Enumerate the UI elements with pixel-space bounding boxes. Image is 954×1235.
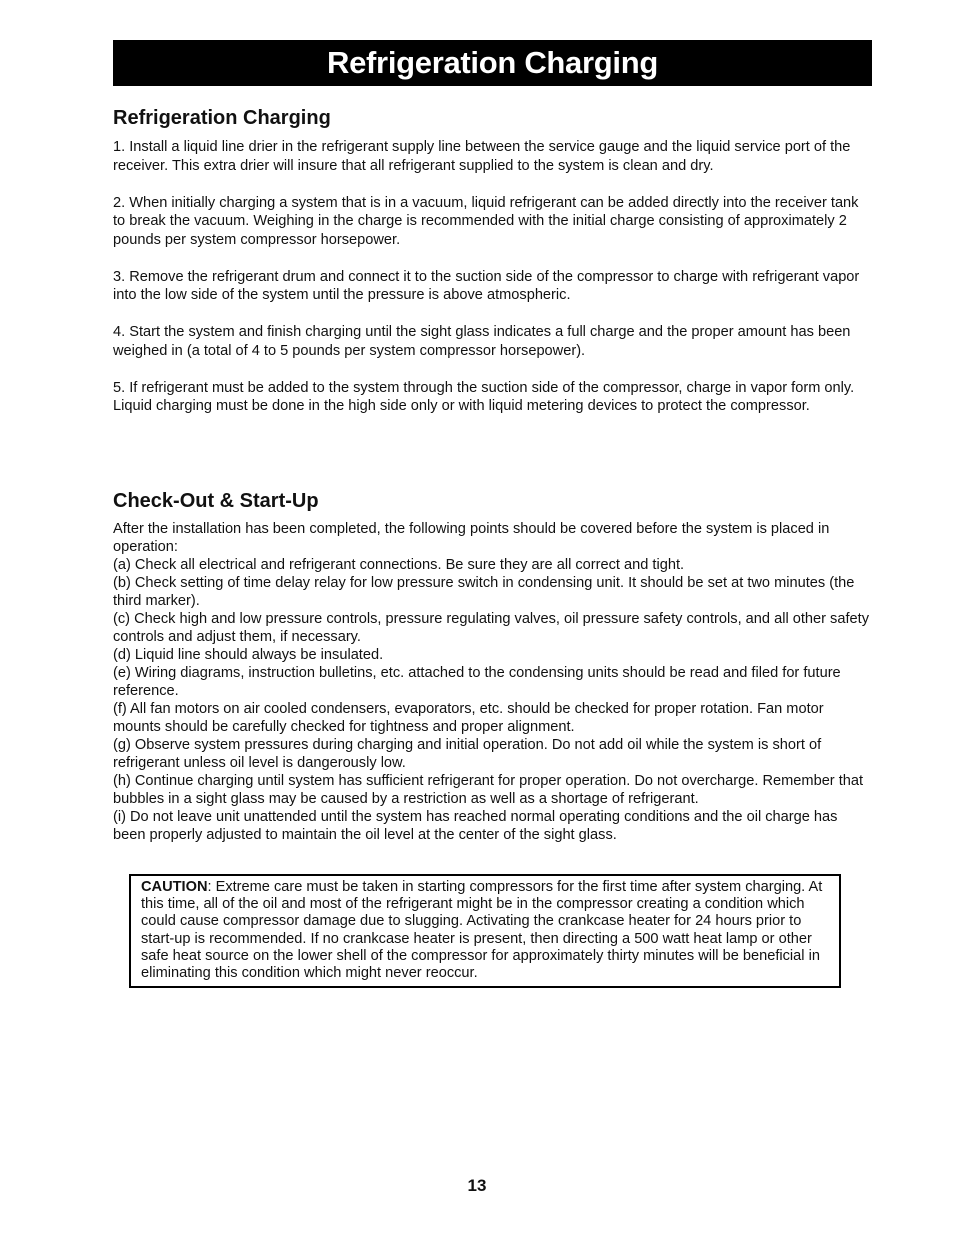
- checkout-item-e: (e) Wiring diagrams, instruction bulletins, etc. attached to the condensing units should be read and filed for future reference.: [113, 665, 841, 699]
- caution-box: [129, 874, 841, 988]
- checkout-list: [113, 520, 873, 844]
- checkout-heading: Check-Out & Start-Up: [113, 490, 319, 512]
- checkout-item-a: (a) Check all electrical and refrigerant connections. Be sure they are all correct and tight.: [113, 557, 685, 573]
- page-title-bar: [113, 40, 872, 86]
- checkout-item-i: (i) Do not leave unit unattended until the system has reached normal operating conditions and the oil charge has been properly adjusted to maintain the oil level at the center of the sight glass.: [113, 809, 838, 843]
- charging-steps: [113, 138, 873, 416]
- charging-step-1: 1. Install a liquid line drier in the refrigerant supply line between the service gauge and the liquid service port of the receiver. This extra drier will insure that all refrigerant supplied to the system is clean and dry.: [113, 139, 851, 174]
- page-number: 13: [467, 1176, 487, 1195]
- charging-step-3: 3. Remove the refrigerant drum and connect it to the suction side of the compressor to charge with refrigerant vapor into the low side of the system until the pressure is above atmospheric.: [113, 268, 860, 303]
- charging-step-2: 2. When initially charging a system that is in a vacuum, liquid refrigerant can be added directly into the receiver tank to break the vacuum. Weighing in the charge is recommended with the initial charge consisting of approximately 2 pounds per system compressor horsepower.: [113, 194, 859, 248]
- caution-text: : Extreme care must be taken in starting compressors for the first time after system charging. At this time, all of the oil and most of the refrigerant might be in the compressor creating a condition which could cause compressor damage due to slugging. Activating the crankcase heater for 24 hours prior to start-up is recommended. If no crankcase heater is present, then directing a 500 watt heat lamp or other safe heat source on the lower shell of the compressor for approximately thirty minutes will be beneficial in eliminating this condition which might never reoccur.: [141, 879, 823, 982]
- checkout-item-d: (d) Liquid line should always be insulated.: [113, 647, 384, 663]
- checkout-item-c: (c) Check high and low pressure controls, pressure regulating valves, oil pressure safety controls, and all other safety controls and adjust them, if necessary.: [113, 611, 869, 645]
- checkout-item-f: (f) All fan motors on air cooled condensers, evaporators, etc. should be checked for proper rotation. Fan motor mounts should be carefully checked for tightness and proper alignment.: [113, 701, 824, 735]
- checkout-item-b: (b) Check setting of time delay relay for low pressure switch in condensing unit. It should be set at two minutes (the third marker).: [113, 575, 855, 609]
- checkout-intro: After the installation has been completed, the following points should be covered before the system is placed in operation:: [113, 521, 830, 555]
- page-title: Refrigeration Charging: [327, 45, 658, 80]
- checkout-item-g: (g) Observe system pressures during charging and initial operation. Do not add oil while the system is short of refrigerant unless oil level is dangerously low.: [113, 737, 822, 771]
- checkout-item-h: (h) Continue charging until system has sufficient refrigerant for proper operation. Do not overcharge. Remember that bubbles in a sight glass may be caused by a restriction as well as a shortage of refrigerant.: [113, 773, 864, 807]
- charging-step-5: 5. If refrigerant must be added to the system through the suction side of the compressor, charge in vapor form only. Liquid charging must be done in the high side only or with liquid metering devices to protect the compressor.: [113, 379, 855, 414]
- charging-step-4: 4. Start the system and finish charging until the sight glass indicates a full charge and the proper amount has been weighed in (a total of 4 to 5 pounds per system compressor horsepower).: [113, 324, 851, 359]
- charging-heading: Refrigeration Charging: [113, 107, 331, 129]
- caution-label: CAUTION: [141, 879, 208, 895]
